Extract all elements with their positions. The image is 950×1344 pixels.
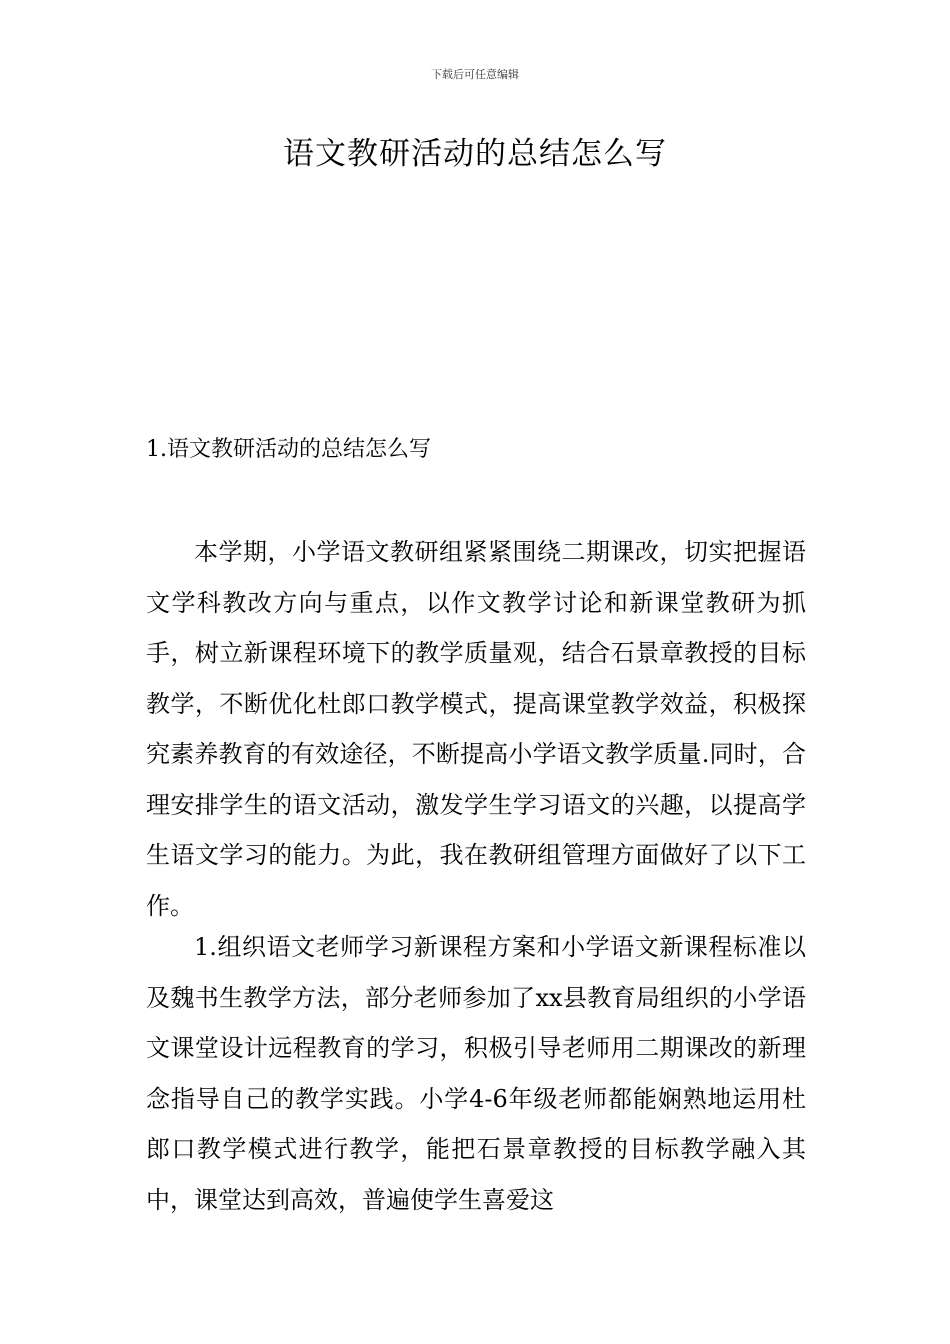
document-title: 语文教研活动的总结怎么写 <box>283 136 667 172</box>
section-heading: 1.语文教研活动的总结怎么写 <box>146 437 431 462</box>
body-paragraph: 本学期，小学语文教研组紧紧围绕二期课改，切实把握语文学科教改方向与重点，以作文教学讨论和新课堂教研为抓手，树立新课程环境下的教学质量观，结合石景章教授的目标教学，不断优化杜郎口教学模式，提高课堂教学效益，积极探究素养教育的有效途径，不断提高小学语文教学质量.同时，合理安排学生的语文活动，激发学生学习语文的兴趣，以提高学生语文学习的能力。为此，我在教研组管理方面做好了以下工作。 <box>146 538 806 920</box>
body-paragraph: 1.组织语文老师学习新课程方案和小学语文新课程标准以及魏书生教学方法，部分老师参加了xx县教育局组织的小学语文课堂设计远程教育的学习，积极引导老师用二期课改的新理念指导自己的教学实践。小学4-6年级老师都能娴熟地运用杜郎口教学模式进行教学，能把石景章教授的目标教学融入其中，课堂达到高效，普遍使学生喜爱这 <box>146 933 806 1214</box>
header-note: 下载后可任意编辑 <box>431 68 519 81</box>
